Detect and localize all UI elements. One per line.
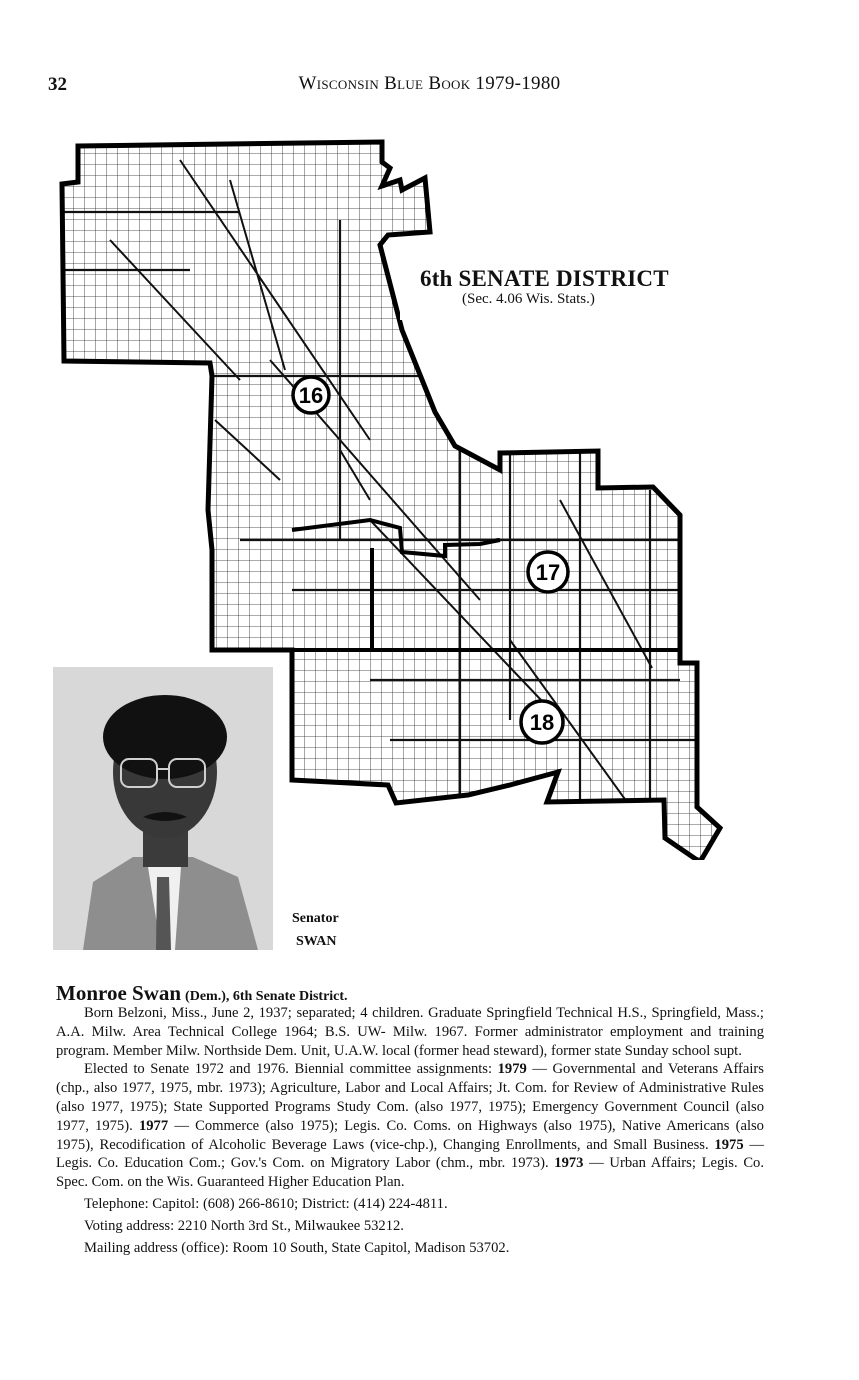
mailing-address-line: Mailing address (office): Room 10 South, State Capitol, Madison 53702.	[84, 1239, 510, 1256]
svg-text:16: 16	[298, 383, 324, 408]
biography-paragraph-legislative	[56, 1060, 764, 1192]
biography-body	[56, 1004, 764, 1257]
district-label-18	[521, 701, 563, 743]
biography-paragraph-personal: Born Belzoni, Miss., June 2, 1937; separated; 4 children. Graduate Springfield Technical H.S., Springfield, Mass.; A.A. Milw. Area Technical College 1964; B.S. UW- Milw. 1967. Former administrator employment and training program. Member Milw. Northside Dem. Unit, U.A.W. local (former head steward), former state Sunday school supt.	[56, 1005, 764, 1059]
biography-heading	[56, 981, 776, 1006]
page-number: 32	[48, 74, 67, 95]
party-affiliation: (Dem.)	[185, 989, 226, 1004]
svg-text:18: 18	[529, 710, 555, 735]
district-label-16	[293, 377, 329, 413]
running-title: Wisconsin Blue Book 1979-1980	[298, 73, 561, 94]
session-year-1977: 1977	[138, 1117, 169, 1134]
district-designation: , 6th Senate District.	[225, 989, 348, 1004]
svg-text:17: 17	[535, 560, 561, 585]
session-year-1979: 1979	[497, 1061, 527, 1078]
legislative-text: Elected to Senate 1972 and 1976. Biennial committee assignments:	[84, 1061, 498, 1078]
legislative-text: — Urban Affairs; Legis. Co. Spec. Com. on the Wis. Guaranteed Higher Education Plan.	[56, 1155, 764, 1191]
session-year-1973: 1973	[554, 1155, 584, 1172]
legislative-text: — Commerce (also 1975); Legis. Co. Coms. on Highways (also 1975), Native Americans (also 1975), Recodification of Alcoholic Beverage Laws (vice-chp.), Changing Enrollments, and Small Business.	[56, 1117, 764, 1153]
senator-portrait	[53, 667, 273, 950]
legislative-text: — Legis. Co. Education Com.; Gov.'s Com. on Migratory Labor (chm., mbr. 1973).	[56, 1136, 764, 1172]
telephone-line: Telephone: Capitol: (608) 266-8610; District: (414) 224-4811.	[84, 1195, 448, 1212]
map-title: 6th SENATE DISTRICT	[420, 266, 669, 291]
legislative-text: — Governmental and Veterans Affairs (chp., also 1977, 1975, mbr. 1973); Agriculture, Labor and Local Affairs; Jt. Com. for Review of Administrative Rules (also 1977, 1975); State Supported Programs Study Com. (also 1977, 1975); Emergency Government Council (also 1977, 1975).	[56, 1061, 764, 1134]
session-year-1975: 1975	[714, 1136, 744, 1153]
senator-name: Monroe Swan	[56, 981, 182, 1005]
voting-address-line: Voting address: 2210 North 3rd St., Milwaukee 53212.	[84, 1217, 404, 1234]
photo-caption-role: Senator	[292, 911, 339, 926]
district-label-17	[528, 552, 568, 592]
photo-caption-name: SWAN	[296, 934, 337, 949]
map-subtitle: (Sec. 4.06 Wis. Stats.)	[462, 291, 595, 307]
